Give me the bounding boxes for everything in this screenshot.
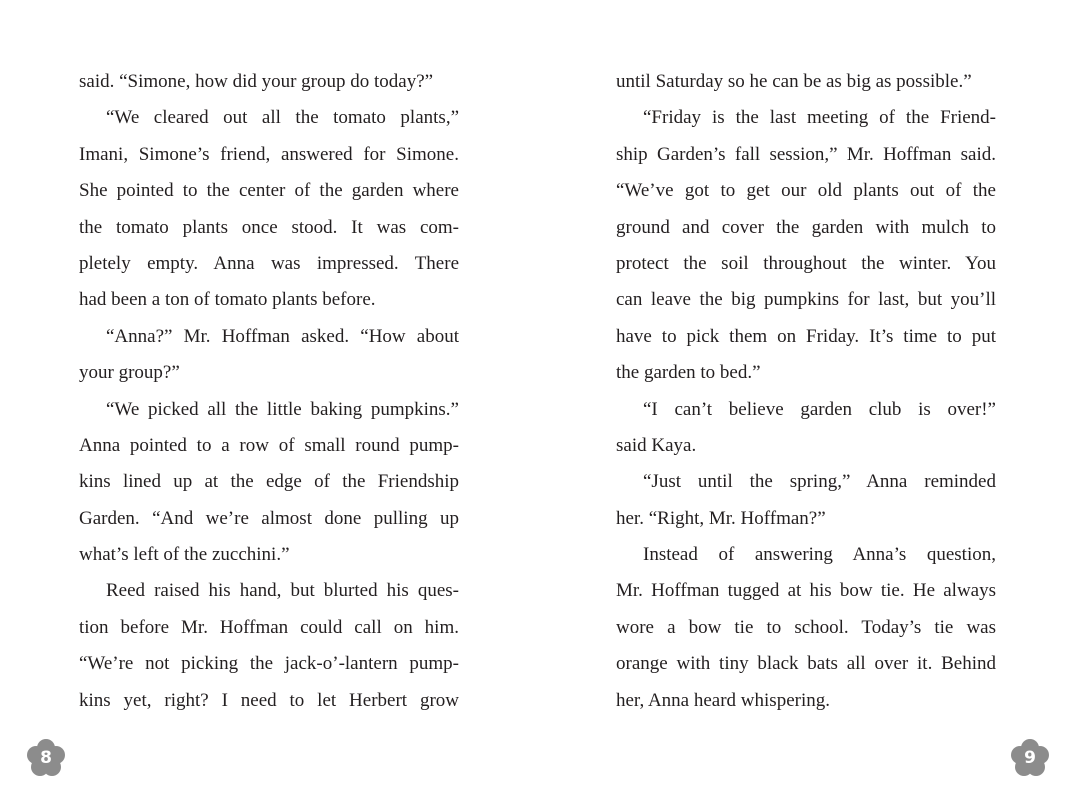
text-line: “We picked all the little baking pumpkins.”	[106, 398, 459, 420]
right-page-text	[616, 64, 996, 719]
text-line: ship Garden’s fall session,” Mr. Hoffman said.	[616, 143, 996, 165]
text-line: “Anna?” Mr. Hoffman asked. “How about	[106, 325, 459, 347]
text-line: “We’ve got to get our old plants out of the	[616, 180, 996, 202]
text-line: her. “Right, Mr. Hoffman?”	[616, 507, 826, 529]
text-line: “I can’t believe garden club is over!”	[643, 398, 996, 420]
text-line: the garden to bed.”	[616, 362, 761, 384]
text-line: Reed raised his hand, but blurted his ques-	[106, 580, 459, 602]
text-line: “We cleared out all the tomato plants,”	[106, 107, 459, 129]
page-number: 8	[40, 748, 52, 768]
text-line: the tomato plants once stood. It was com-	[79, 216, 459, 238]
text-line: Instead of answering Anna’s question,	[643, 544, 996, 566]
text-line: tion before Mr. Hoffman could call on him.	[79, 616, 459, 638]
text-line: ground and cover the garden with mulch to	[616, 216, 996, 238]
right-page-number-badge	[1009, 737, 1051, 779]
text-line: her, Anna heard whispering.	[616, 689, 830, 711]
text-line: said. “Simone, how did your group do today?”	[79, 71, 434, 92]
text-line: have to pick them on Friday. It’s time to put	[616, 325, 996, 347]
text-line: wore a bow tie to school. Today’s tie was	[616, 616, 996, 638]
text-line: She pointed to the center of the garden where	[79, 180, 459, 202]
left-page-number-badge	[25, 737, 67, 779]
text-line: “We’re not picking the jack-o’-lantern pump-	[79, 653, 459, 675]
text-line: Mr. Hoffman tugged at his bow tie. He always	[616, 580, 996, 602]
text-line: until Saturday so he can be as big as possible.”	[616, 71, 972, 92]
page-number: 9	[1024, 748, 1036, 768]
text-line: “Just until the spring,” Anna reminded	[643, 471, 996, 493]
right-page	[537, 0, 1075, 800]
text-line: protect the soil throughout the winter. You	[616, 252, 996, 274]
text-line: kins yet, right? I need to let Herbert grow	[79, 689, 459, 711]
text-line: pletely empty. Anna was impressed. There	[79, 252, 459, 274]
text-line: said Kaya.	[616, 434, 697, 456]
text-line: what’s left of the zucchini.”	[79, 544, 290, 566]
left-page	[0, 0, 537, 800]
text-line: had been a ton of tomato plants before.	[79, 289, 376, 311]
text-line: Anna pointed to a row of small round pump-	[79, 434, 459, 456]
left-page-text	[79, 64, 459, 719]
text-line: orange with tiny black bats all over it. Behind	[616, 653, 996, 675]
text-line: kins lined up at the edge of the Friendship	[79, 471, 459, 493]
text-line: “Friday is the last meeting of the Friend-	[643, 107, 996, 129]
text-line: can leave the big pumpkins for last, but you’ll	[616, 289, 996, 311]
text-line: Garden. “And we’re almost done pulling up	[79, 507, 459, 529]
text-line: Imani, Simone’s friend, answered for Simone.	[79, 143, 459, 165]
text-line: your group?”	[79, 362, 180, 384]
